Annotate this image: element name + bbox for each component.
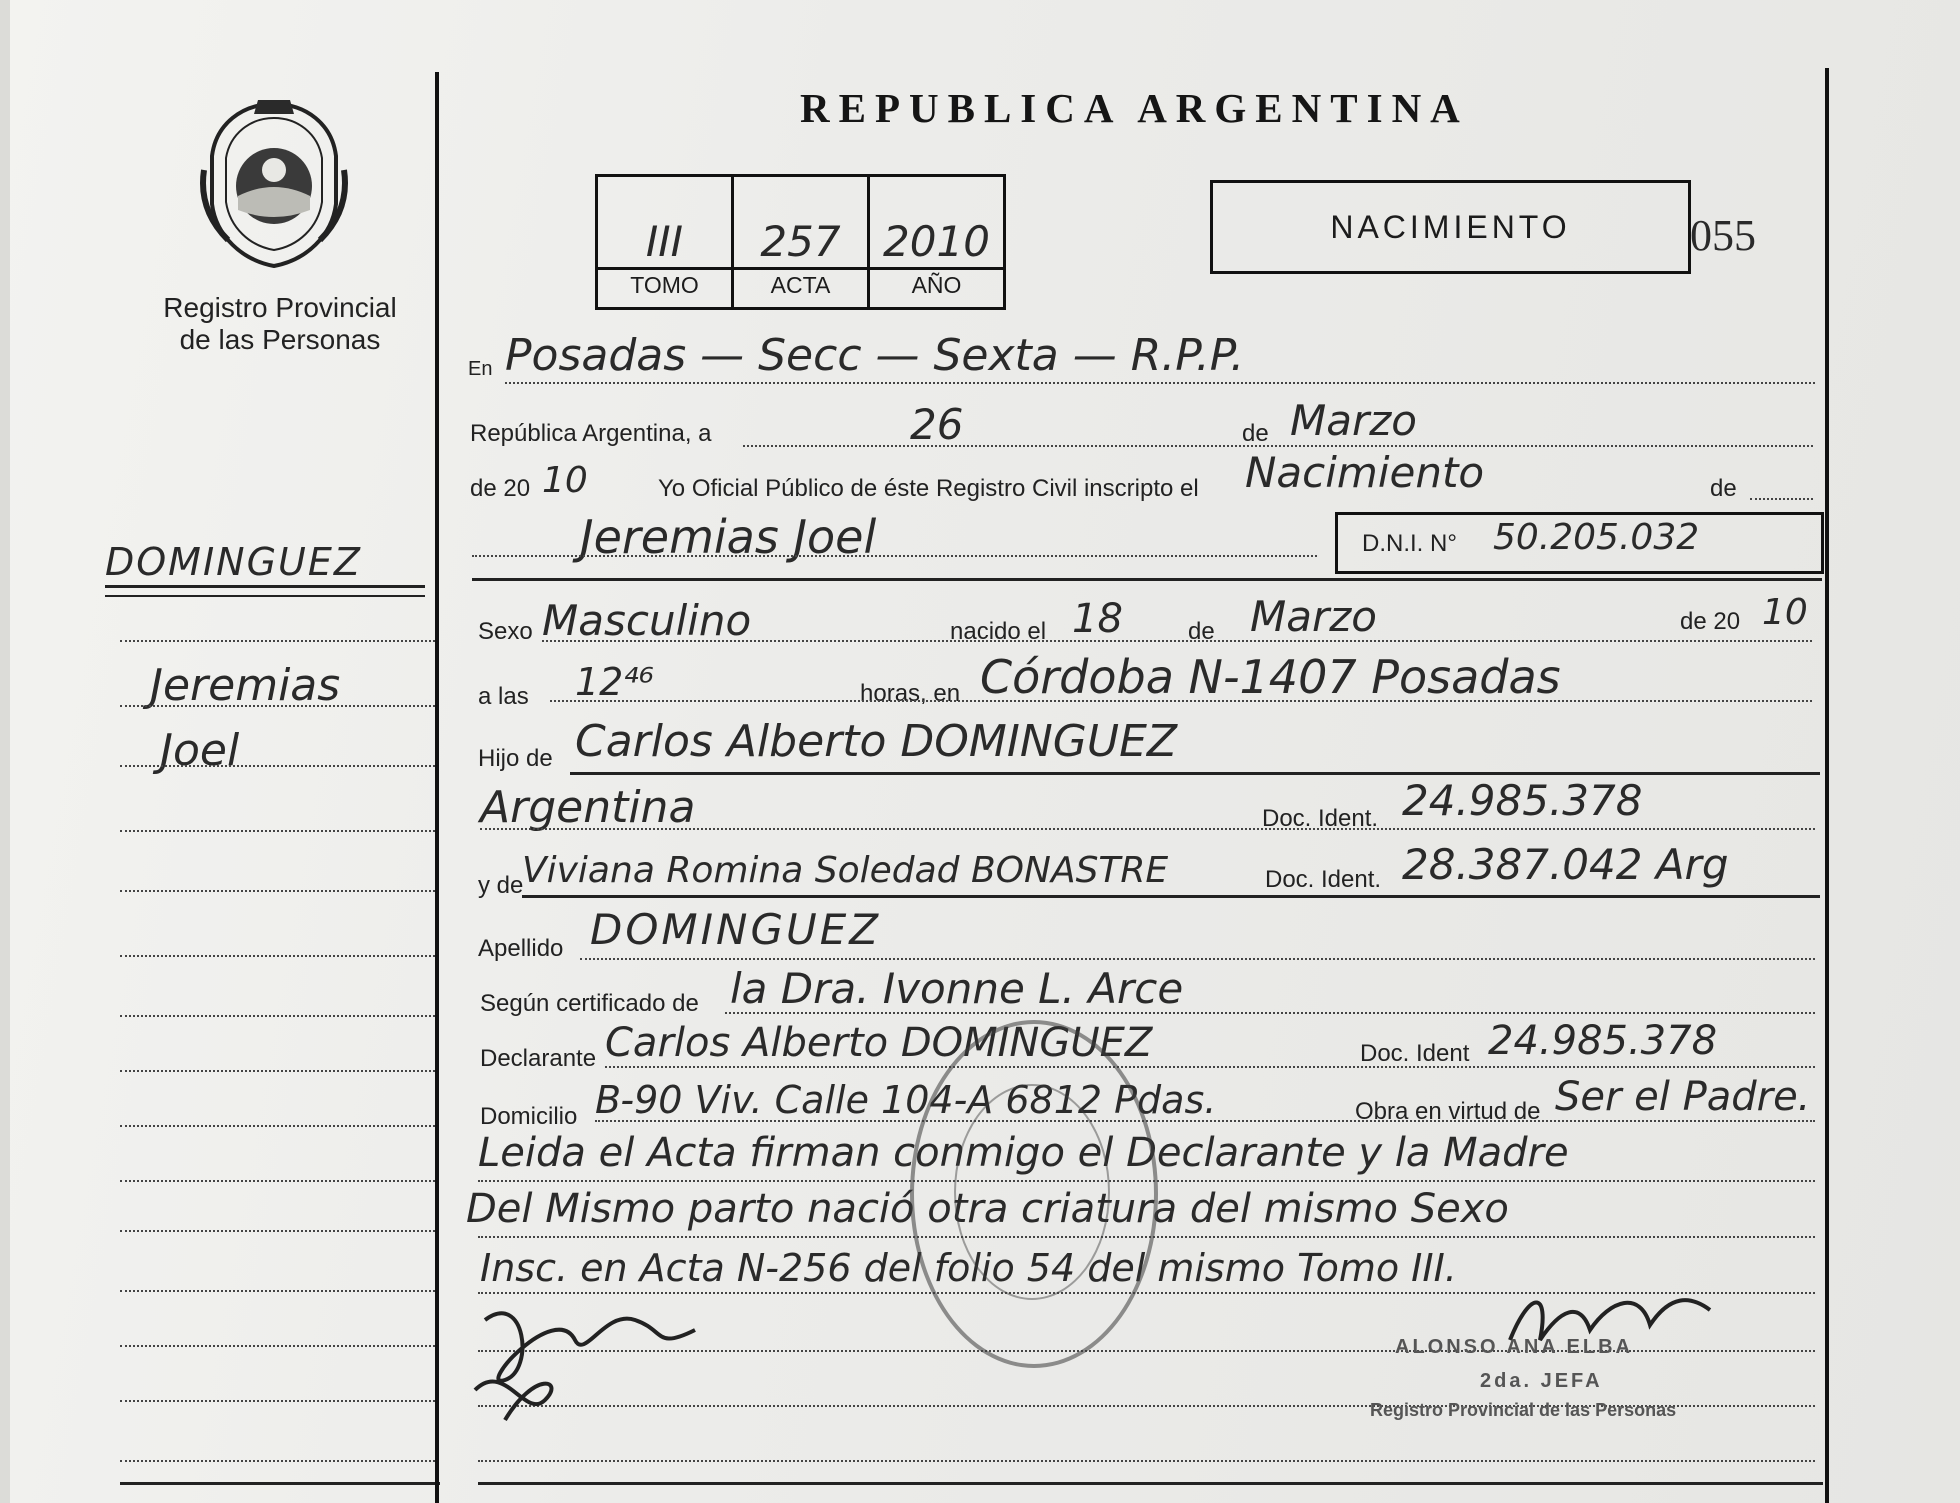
label-a-las: a las [478, 683, 529, 710]
value-place: Posadas — Secc — Sexta — R.P.P. [505, 330, 1245, 381]
value-inscripto: Nacimiento [1245, 448, 1485, 497]
label-de-3: de [1188, 618, 1215, 645]
value-hour: 12⁴⁶ [575, 660, 654, 704]
label-horas-en: horas, en [860, 680, 961, 707]
dotted-line [472, 555, 1317, 557]
official-institution: Registro Provincial de las Personas [1370, 1400, 1677, 1420]
dotted-line [1750, 498, 1813, 500]
issuer-line-2: de las Personas [179, 324, 381, 355]
folio-number: 055 [1690, 211, 1756, 260]
sidebar-given-name-2: Joel [160, 725, 240, 776]
sidebar-dotted-line [120, 1070, 435, 1072]
dotted-line [550, 700, 1812, 702]
column-divider [435, 72, 439, 1503]
sidebar-dotted-line [120, 1460, 435, 1462]
sidebar-dotted-line [120, 830, 435, 832]
note-line-2: Del Mismo parto nació otra criatura del mismo Sexo [466, 1186, 1509, 1232]
tomo-label: TOMO [630, 272, 699, 298]
dotted-line [725, 1012, 1815, 1014]
label-doc-ident: Doc. Ident. [1262, 805, 1379, 832]
acta-value: 257 [760, 217, 841, 266]
dotted-line [542, 640, 1812, 642]
registry-reference-box [595, 174, 1006, 310]
value-father-doc: 24.985.378 [1402, 776, 1643, 825]
sidebar-dotted-line [120, 955, 435, 957]
official-name: ALONSO ANA ELBA [1395, 1336, 1633, 1358]
value-address: B-90 Viv. Calle 104-A 6812 Pdas. [595, 1078, 1217, 1122]
issuer-line-1: Registro Provincial [163, 292, 397, 323]
official-round-stamp [910, 1020, 1158, 1368]
sidebar-dotted-line [120, 640, 435, 642]
value-declarant: Carlos Alberto DOMINGUEZ [605, 1020, 1153, 1066]
line-rule [522, 895, 1820, 898]
label-de: de [1242, 420, 1269, 447]
label-en: En [468, 358, 493, 380]
sidebar-dotted-line [120, 1015, 435, 1017]
label-de-20: de 20 [470, 475, 531, 502]
value-mother: Viviana Romina Soledad BONASTRE [522, 850, 1169, 891]
value-sexo: Masculino [542, 596, 752, 645]
tomo-value: III [645, 217, 684, 266]
record-type-box [1210, 180, 1691, 274]
section-rule [472, 578, 1822, 581]
label-hijo-de: Hijo de [478, 745, 553, 772]
tomo-cell [598, 177, 734, 307]
sidebar-dotted-line [120, 1400, 435, 1402]
anio-value: 2010 [883, 217, 990, 266]
record-type-label: NACIMIENTO [1330, 209, 1571, 245]
label-doc-ident-3: Doc. Ident [1360, 1040, 1470, 1067]
value-birth-day: 18 [1072, 596, 1123, 642]
label-y-de: y de [478, 872, 524, 899]
sidebar-dotted-line [120, 1230, 435, 1232]
sidebar-dotted-line [120, 1290, 435, 1292]
dotted-line [595, 1120, 1815, 1122]
label-domicilio: Domicilio [480, 1103, 578, 1130]
label-republica: República Argentina, a [470, 420, 712, 447]
value-certificate-doctor: la Dra. Ivonne L. Arce [730, 964, 1184, 1013]
sidebar-rule [105, 595, 425, 597]
value-birth-place: Córdoba N-1407 Posadas [980, 650, 1561, 704]
sidebar-dotted-line [120, 765, 435, 767]
dotted-line [480, 828, 1815, 830]
label-sexo: Sexo [478, 618, 533, 645]
dotted-line [743, 445, 1813, 447]
official-role: 2da. JEFA [1480, 1370, 1603, 1392]
label-de-20-2: de 20 [1680, 608, 1741, 635]
value-surname: DOMINGUEZ [590, 905, 882, 954]
label-dni: D.N.I. N° [1362, 530, 1457, 557]
label-nacido: nacido el [950, 618, 1047, 645]
provincia-de-misiones-seal [198, 100, 350, 270]
acta-cell [734, 177, 870, 307]
sidebar-dotted-line [120, 705, 435, 707]
anio-label: AÑO [911, 272, 962, 298]
label-declarante: Declarante [480, 1045, 597, 1072]
value-mother-doc: 28.387.042 Arg [1402, 840, 1729, 889]
sidebar-surname: DOMINGUEZ [105, 540, 362, 584]
sidebar-rule [105, 585, 425, 588]
sidebar-given-name-1: Jeremias [150, 660, 341, 711]
label-segun-certificado: Según certificado de [480, 990, 699, 1017]
label-obra-en-virtud: Obra en virtud de [1355, 1098, 1541, 1125]
value-dni: 50.205.032 [1493, 517, 1700, 558]
value-father: Carlos Alberto DOMINGUEZ [575, 716, 1178, 767]
value-day: 26 [910, 400, 964, 449]
dni-box [1335, 512, 1824, 574]
acta-label: ACTA [770, 272, 831, 298]
label-de-2: de [1710, 475, 1737, 502]
value-birth-month: Marzo [1250, 592, 1377, 641]
label-doc-ident-2: Doc. Ident. [1265, 866, 1382, 893]
sidebar-dotted-line [120, 1345, 435, 1347]
line-rule [570, 772, 1820, 775]
official-round-stamp-inner [954, 1084, 1110, 1300]
sidebar-dotted-line [120, 1180, 435, 1182]
declarant-signature [465, 1280, 725, 1430]
sidebar-dotted-line [120, 1125, 435, 1127]
right-margin-line [1825, 68, 1829, 1503]
dotted-line [505, 382, 1815, 384]
value-obra: Ser el Padre. [1555, 1074, 1811, 1120]
value-father-nationality: Argentina [480, 782, 696, 833]
issuer-name [115, 292, 445, 356]
note-line-3: Insc. en Acta N-256 del folio 54 del mismo Tomo III. [480, 1246, 1457, 1290]
value-month: Marzo [1290, 396, 1417, 445]
anio-cell [870, 177, 1003, 307]
label-oficial: Yo Oficial Público de éste Registro Civil inscripto el [658, 475, 1199, 502]
sidebar-rule [120, 1482, 440, 1485]
note-line-1: Leida el Acta firman conmigo el Declarante y la Madre [478, 1130, 1569, 1176]
value-birth-year: 10 [1762, 592, 1808, 633]
label-apellido: Apellido [478, 935, 564, 962]
bottom-rule [478, 1482, 1823, 1485]
value-declarant-doc: 24.985.378 [1488, 1018, 1718, 1064]
document-title: REPUBLICA ARGENTINA [800, 85, 1469, 131]
birth-certificate-page [10, 0, 1960, 1503]
dotted-line [580, 958, 1815, 960]
dotted-line [478, 1460, 1815, 1462]
dotted-line [605, 1066, 1815, 1068]
sidebar-dotted-line [120, 890, 435, 892]
value-year: 10 [542, 460, 588, 501]
value-given-names: Jeremias Joel [580, 510, 877, 564]
